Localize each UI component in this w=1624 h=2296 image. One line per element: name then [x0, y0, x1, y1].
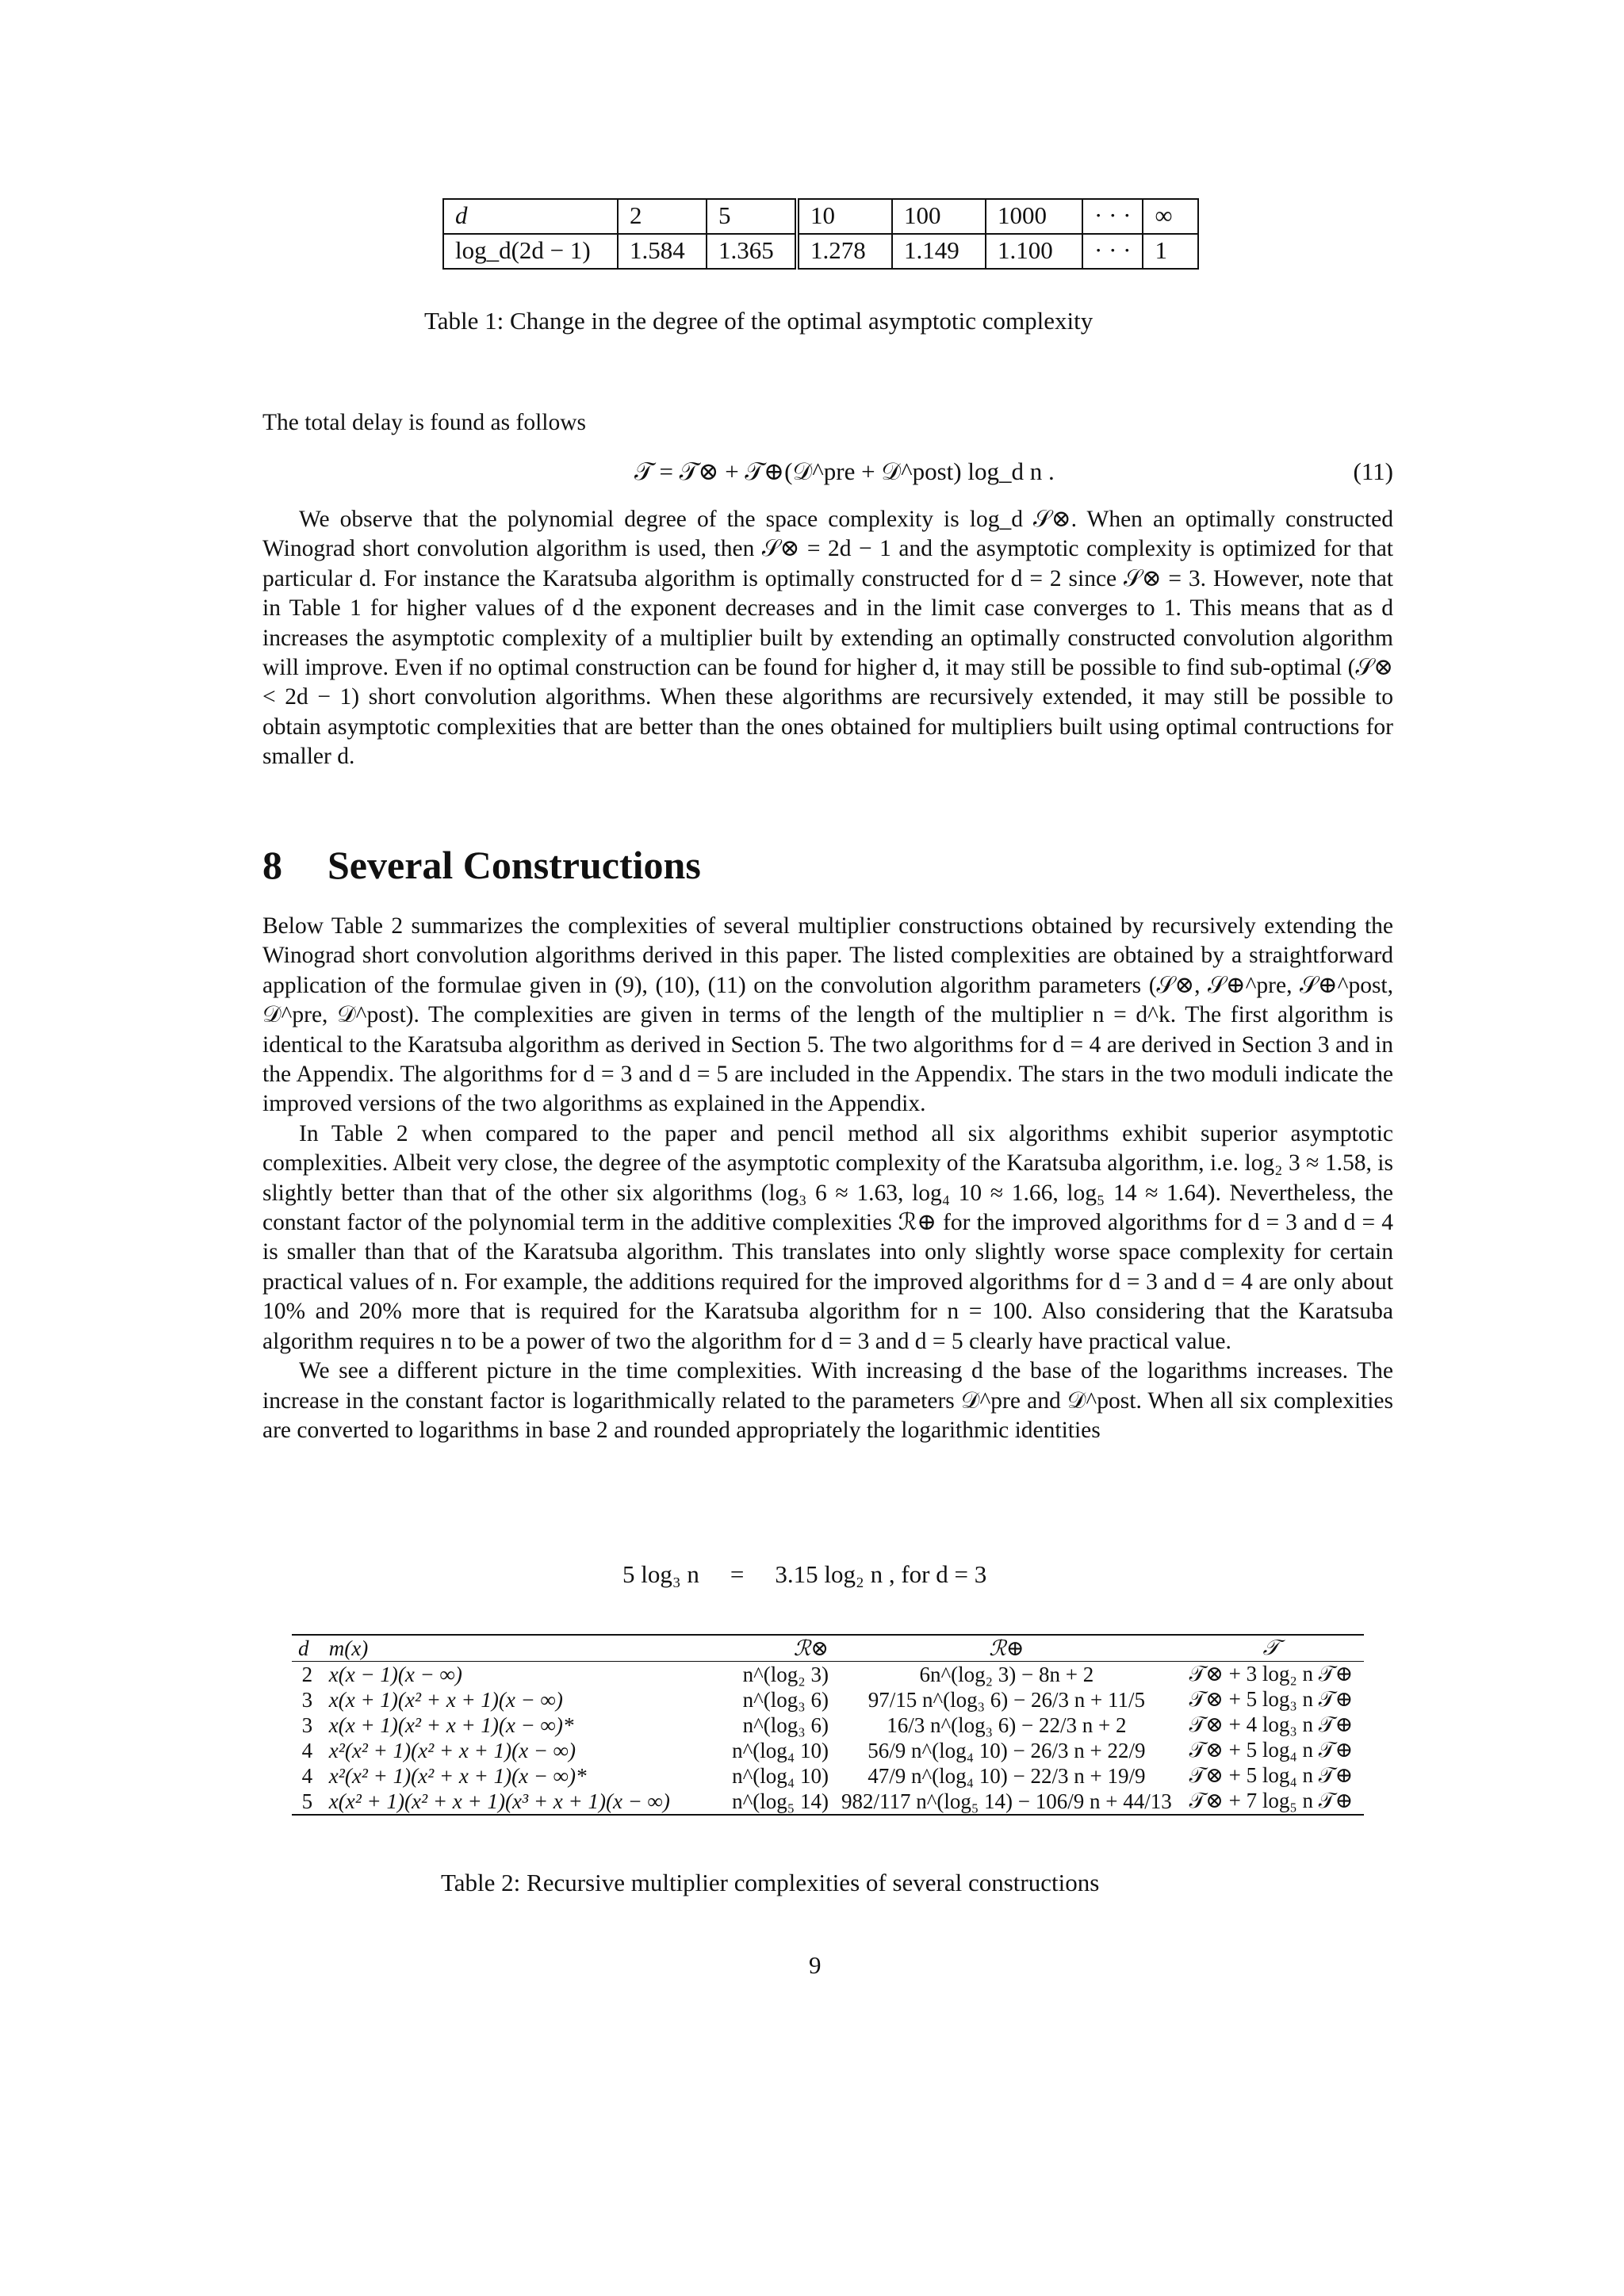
table-2-cell: n^(log₅ 14): [712, 1789, 835, 1815]
table-2-cell: 47/9 n^(log₄ 10) − 22/3 n + 19/9: [868, 1763, 1146, 1788]
paragraph-text: We see a different picture in the time complexities. With increasing d the base of the logarithms increases. The increase in the constant factor is logarithmically related to the parameters 𝒟^pre and 𝒟^post. When all six complexities are converted to logarithms in base 2 and rounded appropriately the logarithmic identities: [262, 1358, 1393, 1443]
table-1-cell: 1.149: [892, 234, 986, 269]
table-2-cell: 3: [301, 1712, 313, 1737]
equation-number: (11): [1353, 457, 1393, 485]
table-2-cell: x²(x² + 1)(x² + x + 1)(x − ∞): [328, 1738, 576, 1762]
table-2-cell: 97/15 n^(log₃ 6) − 26/3 n + 11/5: [868, 1687, 1145, 1712]
table-2-cell: n^(log₄ 10): [732, 1738, 829, 1762]
table-row: [292, 1789, 1364, 1815]
table-2-cell: 6n^(log₂ 3) − 8n + 2: [919, 1662, 1094, 1686]
table-2-cell: x(x² + 1)(x² + x + 1)(x³ + x + 1)(x − ∞): [323, 1789, 713, 1815]
table-2-cell: x(x + 1)(x² + x + 1)(x − ∞)*: [328, 1712, 574, 1737]
table-2-cell: 16/3 n^(log₃ 6) − 22/3 n + 2: [887, 1712, 1127, 1737]
table-1-cell: d: [443, 199, 618, 234]
table-2-cell: x(x − 1)(x − ∞): [328, 1662, 462, 1686]
table-2-cell: 𝒯⊗ + 7 log₅ n 𝒯⊕: [1178, 1789, 1364, 1815]
table-2-header: ℛ⊗: [712, 1635, 835, 1662]
table-2-cell: 3: [301, 1687, 313, 1712]
table-2-cell: 56/9 n^(log₄ 10) − 26/3 n + 22/9: [868, 1738, 1146, 1762]
table-row: [292, 1738, 1364, 1763]
table-2-cell: n^(log₂ 3): [742, 1662, 829, 1686]
page-number: 9: [809, 1951, 822, 1979]
table-1-cell: 1.278: [797, 234, 892, 269]
table-2-cell: 2: [301, 1662, 313, 1686]
table-2-header-row: [292, 1635, 1364, 1662]
table-2-cell: 𝒯⊗ + 5 log₃ n 𝒯⊕: [1189, 1687, 1354, 1711]
table-2-cell: x(x + 1)(x² + x + 1)(x − ∞): [328, 1687, 563, 1712]
identity-lhs: 5 log₃ n: [622, 1560, 699, 1588]
table-2-header: ℛ⊕: [835, 1635, 1178, 1662]
table-1-cell: 1.100: [986, 234, 1082, 269]
table-row: [292, 1662, 1364, 1688]
table-1-cell: 1.365: [707, 234, 797, 269]
intro-sentence: The total delay is found as follows: [262, 410, 587, 435]
table-1-cell: 5: [707, 199, 797, 234]
table-1-cell: · · ·: [1082, 234, 1143, 269]
table-2-cell: 4: [301, 1763, 313, 1788]
table-2-header: 𝒯: [1178, 1635, 1364, 1662]
table-2-caption: Table 2: Recursive multiplier complexities of several constructions: [441, 1869, 1100, 1896]
logarithmic-identity: [622, 1560, 986, 1589]
table-2-header: d: [292, 1635, 323, 1662]
table-1-cell: · · ·: [1082, 199, 1143, 234]
table-row: [292, 1763, 1364, 1789]
section-body: [262, 912, 1393, 1445]
identity-equals: =: [730, 1560, 745, 1588]
paragraph-text: We observe that the polynomial degree of the space complexity is log_d 𝒮⊗. When an optimally constructed Winograd short convolution algorithm is used, then 𝒮⊗ = 2d − 1 and the asymptotic complexity is optimized for that particular d. For instance the Karatsuba algorithm is optimally constructed for d = 2 since 𝒮⊗ = 3. However, note that in Table 1 for higher values of d the exponent decreases and in the limit case converges to 1. This means that as d increases the asymptotic complexity of a multiplier built by extending an optimally constructed convolution algorithm will improve. Even if no optimal construction can be found for higher d, it may still be possible to find sub-optimal (𝒮⊗ < 2d − 1) short convolution algorithms. When these algorithms are recursively extended, it may still be possible to obtain asymptotic complexities that are better than the ones obtained for multipliers built using optimal contructions for smaller d.: [262, 507, 1393, 770]
table-2-cell: 5: [292, 1789, 323, 1815]
table-2-cell: x²(x² + 1)(x² + x + 1)(x − ∞)*: [328, 1763, 587, 1788]
table-2-cell: n^(log₄ 10): [732, 1763, 829, 1788]
table-2-header: m(x): [323, 1635, 713, 1662]
identity-condition: , for d = 3: [888, 1560, 987, 1588]
table-2-cell: 𝒯⊗ + 5 log₄ n 𝒯⊕: [1189, 1738, 1354, 1762]
table-1-cell: 1.584: [618, 234, 707, 269]
table-2-cell: n^(log₃ 6): [742, 1687, 829, 1712]
section-heading: [262, 842, 701, 888]
table-1-cell: 2: [618, 199, 707, 234]
table-1-cell: log_d(2d − 1): [443, 234, 618, 269]
intro-text: [262, 408, 1393, 438]
table-2-cell: 𝒯⊗ + 4 log₃ n 𝒯⊕: [1189, 1712, 1354, 1736]
section-number: 8: [262, 843, 282, 887]
table-row: [292, 1712, 1364, 1738]
table-1-cell: 1000: [986, 199, 1082, 234]
equation-11: 𝒯 = 𝒯⊗ + 𝒯⊕(𝒟^pre + 𝒟^post) log_d n .: [634, 457, 1055, 485]
table-1-cell: 1: [1143, 234, 1198, 269]
table-row: [292, 1687, 1364, 1712]
table-1-degree-change: [442, 198, 1199, 270]
table-2-complexities: [292, 1634, 1364, 1816]
identity-rhs: 3.15 log₂ n: [775, 1560, 883, 1588]
table-1-cell: 100: [892, 199, 986, 234]
table-2-cell: n^(log₃ 6): [742, 1712, 829, 1737]
table-1-cell: ∞: [1143, 199, 1198, 234]
paragraph-text: In Table 2 when compared to the paper and pencil method all six algorithms exhibit superior asymptotic complexities. Albeit very close, the degree of the asymptotic complexity of the Karatsuba algorithm, i.e. log₂ 3 ≈ 1.58, is slightly better than that of the other six algorithms (log₃ 6 ≈ 1.63, log₄ 10 ≈ 1.66, log₅ 14 ≈ 1.64). Nevertheless, the constant factor of the polynomial term in the additive complexities ℛ⊕ for the improved algorithms for d = 3 and d = 4 is smaller than that of the Karatsuba algorithm. This translates into only slightly worse space complexity for certain practical values of n. For example, the additions required for the improved algorithms for d = 3 and d = 4 are only about 10% and 20% more that is required for the Karatsuba algorithm for n = 100. Also considering that the Karatsuba algorithm requires n to be a power of two the algorithm for d = 3 and d = 5 clearly have practical value.: [262, 1120, 1393, 1354]
table-1-caption: Table 1: Change in the degree of the optimal asymptotic complexity: [424, 307, 1094, 335]
table-2-cell: 𝒯⊗ + 5 log₄ n 𝒯⊕: [1189, 1763, 1354, 1787]
table-2-cell: 4: [301, 1738, 313, 1762]
table-2-cell: 𝒯⊗ + 3 log₂ n 𝒯⊕: [1189, 1662, 1354, 1686]
table-1-row-d: [443, 199, 1198, 234]
table-1-row-log: [443, 234, 1198, 269]
paragraph-text: Below Table 2 summarizes the complexities of several multiplier constructions obtained by recursively extending the Winograd short convolution algorithms derived in this paper. The listed complexities are obtained by a straightforward application of the formulae given in (9), (10), (11) on the convolution algorithm parameters (𝒮⊗, 𝒮⊕^pre, 𝒮⊕^post, 𝒟^pre, 𝒟^post). The complexities are given in terms of the length of the multiplier n = d^k. The first algorithm is identical to the Karatsuba algorithm as derived in Section 5. The two algorithms for d = 4 are derived in Section 3 and in the Appendix. The algorithms for d = 3 and d = 5 are included in the Appendix. The stars in the two moduli indicate the improved versions of the two algorithms as explained in the Appendix.: [262, 913, 1393, 1117]
table-2-cell: 982/117 n^(log₅ 14) − 106/9 n + 44/13: [835, 1789, 1178, 1815]
section-title-text: Several Constructions: [327, 843, 701, 887]
paragraph-asymptotic: [262, 505, 1393, 772]
table-1-cell: 10: [797, 199, 892, 234]
